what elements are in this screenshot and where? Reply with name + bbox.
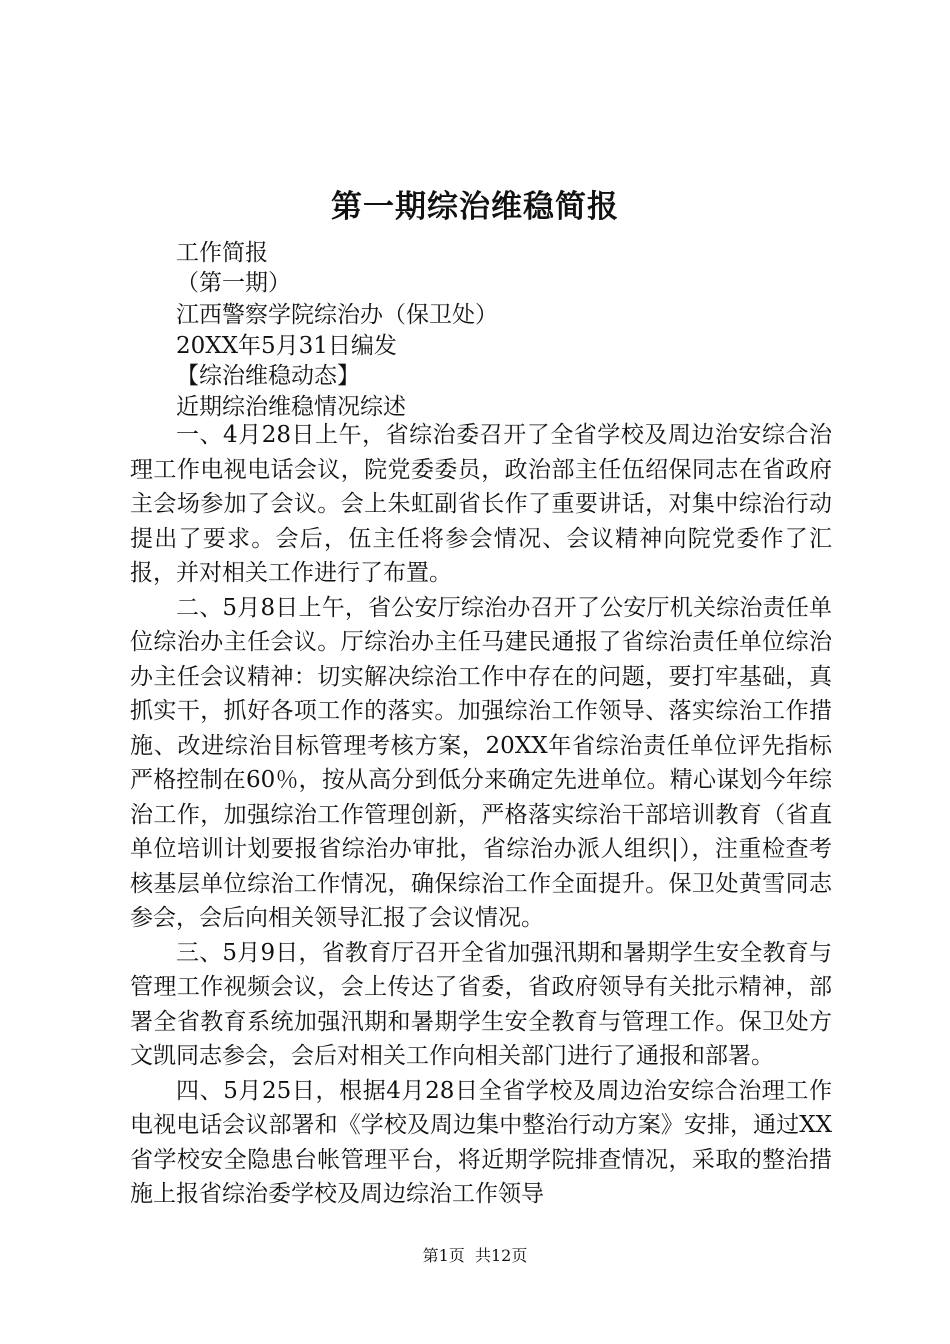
header-line-subtitle: 近期综治维稳情况综述 <box>176 394 406 420</box>
paragraph-1: 一、4月28日上午，省综治委召开了全省学校及周边治安综合治理工作电视电话会议，院党委委员，政治部主任伍绍保同志在省政府主会场参加了会议。会上朱虹副省长作了重要讲话，对集中综治行动提出了要求。会后，伍主任将参会情况、会议精神向院党委作了汇报，并对相关工作进行了布置。 <box>130 422 832 586</box>
paragraph-2: 二、5月8日上午，省公安厅综治办召开了公安厅机关综治责任单位综治办主任会议。厅综治办主任马建民通报了省综治责任单位综治办主任会议精神：切实解决综治工作中存在的问题，要打牢基础，真抓实干，抓好各项工作的落实。加强综治工作领导、落实综治工作措施、改进综治目标管理考核方案，20XX年省综治责任单位评先指标严格控制在60％，按从高分到低分来确定先进单位。精心谋划今年综治工作，加强综治工作管理创新，严格落实综治干部培训教育（省直单位培训计划要报省综治办审批，省综治办派人组织|），注重检查考核基层单位综治工作情况，确保综治工作全面提升。保卫处黄雪同志参会，会后向相关领导汇报了会议情况。 <box>130 594 832 931</box>
header-line-bulletin-type: 工作简报 <box>176 240 268 266</box>
header-line-date: 20XX年5月31日编发 <box>176 333 397 359</box>
document-body <box>130 418 832 1212</box>
page-number: 第1页 <box>422 1246 465 1265</box>
header-line-issue: （第一期） <box>176 270 291 296</box>
page-footer <box>0 1245 950 1267</box>
total-pages: 共12页 <box>474 1246 528 1265</box>
document-title: 第一期综治维稳简报 <box>331 189 619 225</box>
paragraph-3: 三、5月9日，省教育厅召开全省加强汛期和暑期学生安全教育与管理工作视频会议，会上传达了省委，省政府领导有关批示精神，部署全省教育系统加强汛期和暑期学生安全教育与管理工作。保卫处方文凯同志参会，会后对相关工作向相关部门进行了通报和部署。 <box>130 939 832 1069</box>
header-line-issuer: 江西警察学院综治办（保卫处） <box>176 302 498 328</box>
header-line-section: 【综治维稳动态】 <box>176 363 360 389</box>
footer-separator <box>465 1246 475 1265</box>
paragraph-4: 四、5月25日，根据4月28日全省学校及周边治安综合治理工作电视电话会议部署和《学校及周边集中整治行动方案》安排，通过XX省学校安全隐患台帐管理平台，将近期学院排查情况，采取的整治措施上报省综治委学校及周边综治工作领导 <box>130 1077 832 1207</box>
